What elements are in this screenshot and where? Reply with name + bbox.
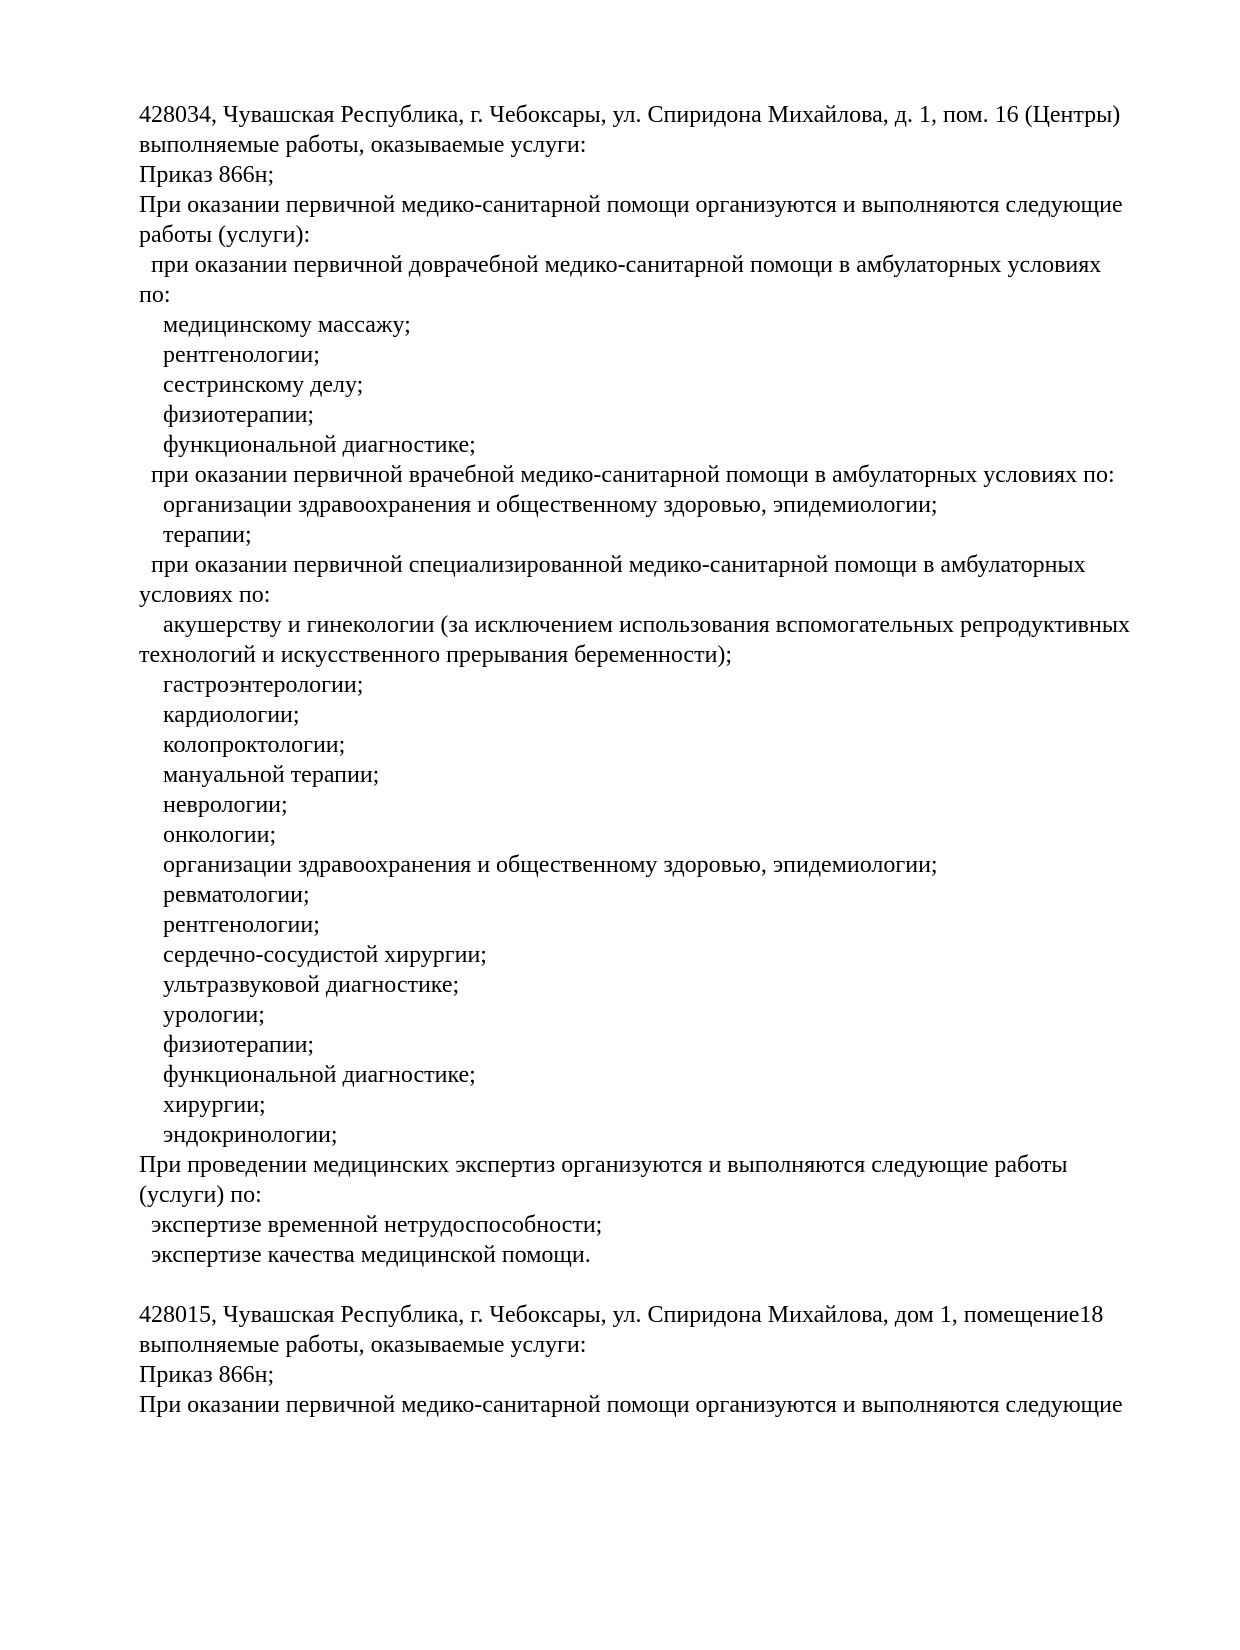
text-line: выполняемые работы, оказываемые услуги: <box>139 1332 587 1358</box>
text-line: организации здравоохранения и общественному здоровью, эпидемиологии; <box>139 492 938 518</box>
text-line: колопроктологии; <box>139 732 346 758</box>
text-line: неврологии; <box>139 792 288 818</box>
text-line: Приказ 866н; <box>139 162 275 188</box>
text-line: технологий и искусственного прерывания беременности); <box>139 642 733 668</box>
text-line: онкологии; <box>139 822 277 848</box>
text-line: эндокринологии; <box>139 1122 338 1148</box>
text-line: функциональной диагностике; <box>139 432 476 458</box>
text-line: экспертизе временной нетрудоспособности; <box>139 1212 603 1238</box>
text-line: экспертизе качества медицинской помощи. <box>139 1242 591 1268</box>
text-line: организации здравоохранения и общественному здоровью, эпидемиологии; <box>139 852 938 878</box>
text-line: выполняемые работы, оказываемые услуги: <box>139 132 587 158</box>
text-line: рентгенологии; <box>139 912 320 938</box>
text-line: при оказании первичной врачебной медико-санитарной помощи в амбулаторных условиях по: <box>139 462 1115 488</box>
text-line: рентгенологии; <box>139 342 320 368</box>
text-line: 428034, Чувашская Республика, г. Чебоксары, ул. Спиридона Михайлова, д. 1, пом. 16 (Центры) <box>139 102 1121 128</box>
text-line: функциональной диагностике; <box>139 1062 476 1088</box>
text-line: кардиологии; <box>139 702 300 728</box>
text-line: работы (услуги): <box>139 222 311 248</box>
text-line <box>139 1270 1199 1300</box>
text-line: ревматологии; <box>139 882 310 908</box>
text-line: терапии; <box>139 522 252 548</box>
text-line: по: <box>139 282 171 308</box>
text-line: при оказании первичной специализированной медико-санитарной помощи в амбулаторных <box>139 552 1086 578</box>
text-line: условиях по: <box>139 582 271 608</box>
text-line: урологии; <box>139 1002 265 1028</box>
text-line: При оказании первичной медико-санитарной помощи организуются и выполняются следующие <box>139 1392 1123 1418</box>
text-line: при оказании первичной доврачебной медико-санитарной помощи в амбулаторных условиях <box>139 252 1102 278</box>
text-line: При проведении медицинских экспертиз организуются и выполняются следующие работы <box>139 1152 1068 1178</box>
text-line: сестринскому делу; <box>139 372 364 398</box>
text-line: сердечно-сосудистой хирургии; <box>139 942 487 968</box>
text-line: (услуги) по: <box>139 1182 262 1208</box>
text-line: Приказ 866н; <box>139 1362 275 1388</box>
text-line: гастроэнтерологии; <box>139 672 364 698</box>
text-line: 428015, Чувашская Республика, г. Чебоксары, ул. Спиридона Михайлова, дом 1, помещение18 <box>139 1302 1104 1328</box>
text-line: физиотерапии; <box>139 1032 315 1058</box>
license-text-block <box>139 100 1199 1420</box>
text-line: хирургии; <box>139 1092 266 1118</box>
text-line: ультразвуковой диагностике; <box>139 972 460 998</box>
text-line: мануальной терапии; <box>139 762 380 788</box>
text-line: акушерству и гинекологии (за исключением использования вспомогательных репродуктивных <box>139 612 1130 638</box>
text-line: медицинскому массажу; <box>139 312 411 338</box>
text-line: При оказании первичной медико-санитарной помощи организуются и выполняются следующие <box>139 192 1123 218</box>
text-line: физиотерапии; <box>139 402 315 428</box>
